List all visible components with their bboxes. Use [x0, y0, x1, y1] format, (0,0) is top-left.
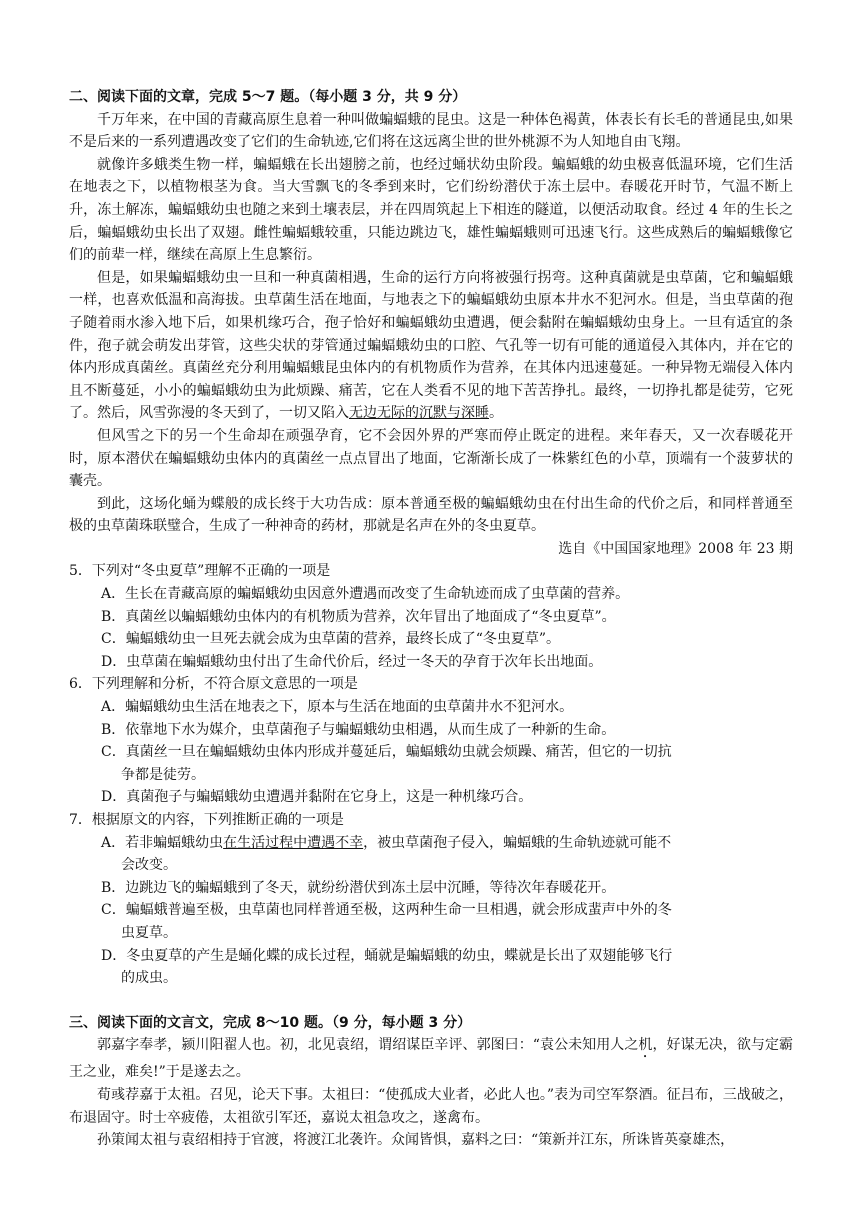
question-6-option-b: B．依靠地下水为媒介，虫草菌孢子与蝙蝠蛾幼虫相遇，从而生成了一种新的生命。: [101, 721, 616, 738]
section-gap: [69, 990, 793, 1012]
passage-paragraph-3-end: 。: [489, 405, 503, 422]
passage-paragraph-4: 但风雪之下的另一个生命却在顽强孕育，它不会因外界的严寒而停止既定的进程。来年春天，又一次春暖花开时，原本潜伏在蝙蝠蛾幼虫体内的真菌丝一点点冒出了地面，它渐渐长成了一株紫红色的小草，顶端有一个菠萝状的囊壳。: [69, 427, 793, 490]
question-6-option-d: D．真菌孢子与蝙蝠蛾幼虫遭遇并黏附在它身上，这是一种机缘巧合。: [101, 789, 533, 806]
question-7-stem: 7．根据原文的内容，下列推断正确的一项是: [69, 812, 344, 828]
question-7-option-a-after: ，被虫草菌孢子侵入，蝙蝠蛾的生命轨迹就可能不会改变。: [121, 834, 672, 874]
question-6-option-c: C．真菌丝一旦在蝙蝠蛾幼虫体内形成并蔓延后，蝙蝠蛾幼虫就会烦躁、痛苦，但它的一切抗争都是徒劳。: [101, 744, 672, 783]
classical-paragraph-3: 孙策闻太祖与袁绍相持于官渡，将渡江北袭许。众闻皆惧，嘉料之曰：“策新并江东，所诛皆英豪雄杰，: [97, 1132, 735, 1149]
question-7-option-a-before: A．若非蝙蝠蛾幼虫: [101, 834, 224, 851]
section-3-heading: 三、阅读下面的文言文，完成 8～10 题。（9 分，每小题 3 分）: [69, 1014, 472, 1031]
question-5-option-d: D．虫草菌在蝙蝠蛾幼虫付出了生命代价后，经过一冬天的孕育于次年长出地面。: [101, 653, 603, 670]
classical-paragraph-2: 荀彧荐嘉于太祖。召见，论天下事。太祖曰：“使孤成大业者，必此人也。”表为司空军祭酒。征吕布，三战破之，布退固守。时士卒疲倦，太祖欲引军还，嘉说太祖急攻之，遂禽布。: [69, 1086, 793, 1126]
passage-source: 选自《中国国家地理》2008 年 23 期: [558, 540, 793, 557]
classical-paragraph-1-a: 郭嘉字奉孝，颍川阳翟人也。初，北见袁绍，谓绍谋臣辛评、郭图曰：“袁公未知用人之: [97, 1037, 639, 1054]
question-7-option-b: B．边跳边飞的蝙蝠蛾到了冬天，就纷纷潜伏到冻土层中沉睡，等待次年春暖花开。: [101, 879, 616, 896]
classical-paragraph-1: [69, 1034, 793, 1084]
question-7-underlined-phrase: 在生活过程中遭遇不幸: [223, 834, 364, 851]
passage-paragraph-3-text: 但是，如果蝙蝠蛾幼虫一旦和一种真菌相遇，生命的运行方向将被强行拐弯。这种真菌就是虫草菌，它和蝙蝠蛾一样，也喜欢低温和高海拔。虫草菌生活在地面，与地表之下的蝙蝠蛾幼虫原本井水不犯河水。但是，当虫草菌的孢子随着雨水渗入地下后，如果机缘巧合，孢子恰好和蝙蝠蛾幼虫遭遇，便会黏附在蝙蝠蛾幼虫身上。一旦有适宜的条件，孢子就会萌发出芽管，这些尖状的芽管通过蝙蝠蛾幼虫的口腔、气孔等一切有可能的通道侵入其体内，并在它的体内形成真菌丝。真菌丝充分利用蝙蝠蛾昆虫体内的有机物质作为营养，在其体内迅速蔓延。一种异物无端侵入体内且不断蔓延，小小的蝙蝠蛾幼虫为此烦躁、痛苦，它在人类看不见的地下苦苦挣扎。最终，一切挣扎都是徒劳，它死了。然后，风雪弥漫的冬天到了，一切又陷入: [69, 269, 793, 422]
section-2-heading: 二、阅读下面的文章，完成 5～7 题。（每小题 3 分，共 9 分）: [69, 89, 467, 105]
question-6-stem: 6．下列理解和分析，不符合原文意思的一项是: [69, 676, 358, 693]
passage-paragraph-3: [69, 267, 793, 425]
question-7-option-d: D．冬虫夏草的产生是蛹化蝶的成长过程，蛹就是蝙蝠蛾的幼虫，蝶就是长出了双翅能够飞行的成虫。: [101, 947, 673, 987]
passage-paragraph-1: 千万年来，在中国的青藏高原生息着一种叫做蝙蝠蛾的昆虫。这是一种体色褐黄，体表长有长毛的普通昆虫,如果不是后来的一系列遭遇改变了它们的生命轨迹,它们将在这远离尘世的世外桃源不为人知地自由飞翔。: [69, 111, 793, 151]
question-5-option-c: C．蝙蝠蛾幼虫一旦死去就会成为虫草菌的营养，最终长成了“冬虫夏草”。: [101, 631, 561, 648]
underlined-phrase: 无边无际的沉默与深睡: [349, 405, 489, 422]
question-5-stem: 5．下列对“冬虫夏草”理解不正确的一项是: [69, 563, 331, 580]
exam-page: [69, 86, 793, 1152]
passage-paragraph-2: 就像许多蛾类生物一样，蝙蝠蛾在长出翅膀之前，也经过蛹状幼虫阶段。蝙蝠蛾的幼虫极喜低温环境，它们生活在地表之下，以植物根茎为食。当大雪飘飞的冬季到来时，它们纷纷潜伏于冻土层中。春暖花开时节，气温不断上升，冻土解冻，蝙蝠蛾幼虫也随之来到土壤表层，并在四周筑起上下相连的隧道，以便活动取食。经过 4 年的生长之后，蝙蝠蛾幼虫长出了双翅。雌性蝙蝠蛾较重，只能边跳边飞，雄性蝙蝠蛾则可迅速飞行。这些成熟后的蝙蝠蛾像它们的前辈一样，继续在高原上生息繁衍。: [69, 156, 793, 264]
classical-paragraph-1-b: ，好谋无决，欲与定霸王之业，难矣!”于是遂去之。: [69, 1037, 794, 1081]
question-5-option-b: B．真菌丝以蝙蝠蛾幼虫体内的有机物质为营养，次年冒出了地面成了“冬虫夏草”。: [101, 608, 616, 625]
question-5-option-a: A．生长在青藏高原的蝙蝠蛾幼虫因意外遭遇而改变了生命轨迹而成了虫草菌的营养。: [101, 586, 630, 603]
question-7-option-c: C．蝙蝠蛾普遍至极，虫草菌也同样普通至极，这两种生命一旦相遇，就会形成蜚声中外的冬虫夏草。: [101, 902, 672, 941]
passage-paragraph-5: 到此，这场化蛹为蝶般的成长终于大功告成：原本普通至极的蝙蝠蛾幼虫在付出生命的代价之后，和同样普通至极的虫草菌珠联璧合，生成了一种神奇的药材，那就是名声在外的冬虫夏草。: [69, 495, 793, 535]
question-7-option-a: [69, 832, 681, 877]
emphasized-character: 机: [638, 1037, 653, 1054]
question-6-option-a: A．蝙蝠蛾幼虫生活在地表之下，原本与生活在地面的虫草菌井水不犯河水。: [101, 699, 574, 716]
